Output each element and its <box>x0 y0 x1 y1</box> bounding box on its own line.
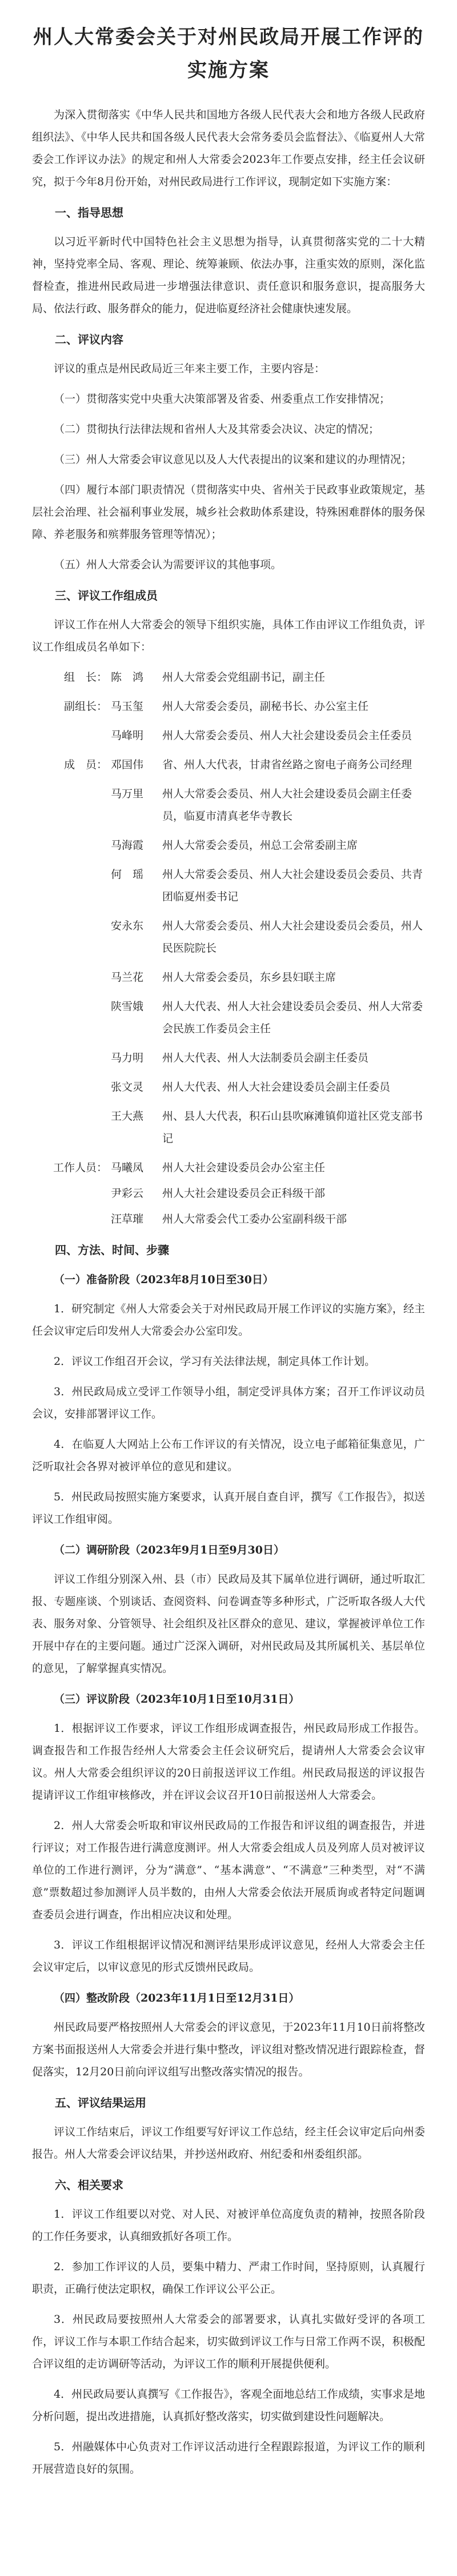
evaluation-stage-item: 2．州人大常委会听取和审议州民政局的工作报告和评议组的调查报告，并进行评议；对工作报告进行满意度测评。州人大常委会组成人员及列席人员对被评议单位的工作进行测评，分为“满意”、“基本满意”、“不满意”三种类型，对“不满意”票数超过参加测评人员半数的，由州人大常委会依法开展质询或者特定问题调查委员会进行调查，作出相应决议和处理。 <box>32 1819 425 1921</box>
evaluation-content-lead: 评议的重点是州民政局近三年来主要工作，主要内容是： <box>54 362 326 375</box>
staff-row <box>32 1157 425 1179</box>
evaluation-item: （三）州人大常委会审议意见以及人大代表提出的议案和建议的办理情况； <box>54 453 412 466</box>
group-members-lead: 评议工作在州人大常委会的领导下组织实施，具体工作由评议工作组负责，评议工作组成员名单如下： <box>32 618 425 653</box>
preparation-item: 3．州民政局成立受评工作领导小组，制定受评具体方案；召开工作评议动员会议，安排部署评议工作。 <box>32 1385 425 1420</box>
member-role: 成 员： <box>63 758 107 771</box>
member-name: 马力明 <box>111 1052 144 1064</box>
section-heading-evaluation-content: 二、评议内容 <box>55 333 123 346</box>
staff-name: 尹彩云 <box>111 1187 144 1200</box>
member-row <box>32 1076 425 1099</box>
member-row <box>32 725 425 747</box>
member-role: 组 长： <box>63 671 107 684</box>
section-heading-group-members: 三、评议工作组成员 <box>55 589 158 602</box>
staff-name: 马曦凤 <box>111 1161 144 1174</box>
member-title: 州人大常委会委员、州人大社会建设委员会主任委员 <box>162 729 412 742</box>
member-row <box>32 834 425 857</box>
member-row <box>32 666 425 689</box>
member-row <box>32 864 425 908</box>
member-list <box>32 666 425 1231</box>
member-title: 州人大常委会委员、州人大社会建设委员会委员，州人民医院院长 <box>162 920 423 954</box>
preparation-item: 1．研究制定《州人大常委会关于对州民政局开展工作评议的实施方案》，经主任会议审定后印发州人大常委会办公室印发。 <box>32 1303 425 1337</box>
intro-paragraph: 为深入贯彻落实《中华人民共和国地方各级人民代表大会和地方各级人民政府组织法》、《中华人民共和国各级人民代表大会常务委员会监督法》、《临夏州人大常委会工作评议办法》的规定和州人大常委会2023年工作要点安排，经主任会议研究，拟于今年8月份开始，对州民政局进行工作评议，现制定如下实施方案： <box>32 109 425 188</box>
member-row <box>32 696 425 718</box>
member-role <box>32 915 107 960</box>
member-title: 州人大代表、州人大社会建设委员会委员、州人大常委会民族工作委员会主任 <box>162 1000 423 1035</box>
member-name: 马海霞 <box>111 839 144 852</box>
staff-title: 州人大社会建设委员会正科级干部 <box>162 1187 326 1200</box>
member-title: 州人大常委会委员，副秘书长、办公室主任 <box>162 700 369 713</box>
requirement-item: 2．参加工作评议的人员，要集中精力、严肃工作时间，坚持原则，认真履行职责，正确行使法定职权，确保工作评议公平公正。 <box>32 2261 425 2295</box>
guiding-ideology-paragraph: 以习近平新时代中国特色社会主义思想为指导，认真贯彻落实党的二十大精神，坚持党率全局、客观、理论、统筹兼顾、依法办事，注重实效的原则，深化监督检查，推进州民政局进一步增强法律意识、责任意识和服务意识，提高服务大局、依法行政、服务群众的能力，促进临夏经济社会健康快速发展。 <box>32 235 425 315</box>
member-role <box>32 1076 107 1099</box>
staff-row <box>32 1183 425 1205</box>
evaluation-item: （一）贯彻落实党中央重大决策部署及省委、州委重点工作安排情况； <box>54 393 391 405</box>
staff-role <box>32 1183 107 1205</box>
requirement-item: 4．州民政局要认真撰写《工作报告》，客观全面地总结工作成绩，实事求是地分析问题，提出改进措施，认真抓好整改落实，切实做到建设性问题解决。 <box>32 2388 425 2423</box>
member-name: 邓国伟 <box>111 758 144 771</box>
member-name: 马玉玺 <box>111 700 144 713</box>
member-row <box>32 967 425 989</box>
staff-name: 汪草璀 <box>111 1213 144 1225</box>
stage-heading-rectification: （四）整改阶段（2023年11月1日至12月31日） <box>54 1992 300 2004</box>
staff-row <box>32 1208 425 1231</box>
requirement-item: 5．州融媒体中心负责对工作评议活动进行全程跟踪报道，为评议工作的顺利开展营造良好的氛围。 <box>32 2441 425 2475</box>
evaluation-item: （二）贯彻执行法律法规和省州人大及其常委会决议、决定的情况； <box>54 423 380 436</box>
requirement-item: 1．评议工作组要以对党、对人民、对被评单位高度负责的精神，按照各阶段的工作任务要求，认真细致抓好各项工作。 <box>32 2208 425 2243</box>
staff-role: 工作人员： <box>53 1161 107 1174</box>
member-name: 王大燕 <box>111 1110 144 1123</box>
member-row <box>32 996 425 1040</box>
document-title: 州人大常委会关于对州民政局开展工作评的实施方案 <box>33 26 424 82</box>
member-title: 州人大代表、州人大社会建设委员会副主任委员 <box>162 1081 391 1093</box>
member-name: 何 瑶 <box>111 868 144 881</box>
member-row <box>32 783 425 828</box>
evaluation-item: （四）履行本部门职责情况（贯彻落实中央、省州关于民政事业政策规定，基层社会治理、社会福利事业发展，城乡社会救助体系建设，特殊困难群体的服务保障、养老服务和殡葬服务管理等情况）； <box>32 484 425 541</box>
section-heading-method-schedule: 四、方法、时间、步骤 <box>55 1243 169 1257</box>
member-row <box>32 1047 425 1069</box>
staff-role <box>32 1208 107 1231</box>
evaluation-stage-item: 3．评议工作组根据评议情况和测评结果形成评议意见，经州人大常委会主任会议审定后，以审议意见的形式反馈州民政局。 <box>32 1939 425 1974</box>
member-role: 副组长： <box>63 700 107 713</box>
staff-title: 州人大常委会代工委办公室副科级干部 <box>162 1213 347 1225</box>
staff-title: 州人大社会建设委员会办公室主任 <box>162 1161 326 1174</box>
member-row <box>32 754 425 776</box>
stage-heading-research: （二）调研阶段（2023年9月1日至9月30日） <box>54 1544 284 1556</box>
member-role <box>32 834 107 857</box>
result-use-paragraph: 评议工作结束后，评议工作组要写好评议工作总结，经主任会议审定后向州委报告。州人大常委会评议结果，并抄送州政府、州纪委和州委组织部。 <box>32 2126 425 2160</box>
member-title: 省、州人大代表，甘肃省丝路之窗电子商务公司经理 <box>162 758 412 771</box>
evaluation-stage-item: 1．根据评议工作要求，评议工作组形成调查报告，州民政局形成工作报告。调查报告和工作报告经州人大常委会主任会议研究后，提请州人大常委会会议审议。州人大常委会组织评议的20日前报送评议工作组。州民政局报送的评议报告提请评议工作组审核修改，并在评议会议召开10日前报送州人大常委会。 <box>32 1722 425 1802</box>
member-title: 州人大代表、州人大法制委员会副主任委员 <box>162 1052 369 1064</box>
member-name: 马万里 <box>111 788 144 800</box>
member-title: 州人大常委会委员、州人大社会建设委员会副主任委员，临夏市清真老华寺教长 <box>162 788 412 822</box>
member-row <box>32 915 425 960</box>
member-role <box>32 967 107 989</box>
section-heading-requirements: 六、相关要求 <box>55 2178 123 2192</box>
member-role <box>32 725 107 747</box>
preparation-item: 2．评议工作组召开会议，学习有关法律法规，制定具体工作计划。 <box>54 1355 376 1368</box>
evaluation-item: （五）州人大常委会认为需要评议的其他事项。 <box>54 558 282 571</box>
stage-heading-evaluation: （三）评议阶段（2023年10月1日至10月31日） <box>54 1693 300 1706</box>
preparation-item: 4．在临夏人大网站上公布工作评议的有关情况，设立电子邮箱征集意见，广泛听取社会各界对被评单位的意见和建议。 <box>32 1438 425 1473</box>
member-role <box>32 1105 107 1150</box>
member-title: 州人大常委会委员，东乡县妇联主席 <box>162 971 336 984</box>
member-name: 马峰明 <box>111 729 144 742</box>
member-role <box>32 1047 107 1069</box>
member-name: 安永东 <box>111 920 144 932</box>
member-title: 州人大常委会党组副书记，副主任 <box>162 671 326 684</box>
member-row <box>32 1105 425 1150</box>
member-title: 州、县人大代表，积石山县吹麻滩镇仰道社区党支部书记 <box>162 1110 423 1145</box>
member-name: 陈 鸿 <box>111 671 144 684</box>
member-role <box>32 864 107 908</box>
rectification-paragraph: 州民政局要严格按照州人大常委会的评议意见，于2023年11月10日前将整改方案书面报送州人大常委会并进行集中整改，评议组对整改情况进行跟踪检查，督促落实，12月20日前向评议组写出整改落实情况的报告。 <box>32 2021 425 2078</box>
research-paragraph: 评议工作组分别深入州、县（市）民政局及其下属单位进行调研，通过听取汇报、专题座谈、个别谈话、查阅资料、问卷调查等多种形式，广泛听取各级人大代表、服务对象、分管领导、社会组织及社区群众的意见、建议，掌握被评单位工作开展中存在的主要问题。通过广泛深入调研，对州民政局及其所属机关、基层单位的意见，了解掌握真实情况。 <box>32 1573 425 1675</box>
requirement-item: 3．州民政局要按照州人大常委会的部署要求，认真扎实做好受评的各项工作，评议工作与本职工作结合起来，切实做到评议工作与日常工作两不误，积极配合评议组的走访调研等活动，为评议工作的顺利开展提供便利。 <box>32 2313 425 2370</box>
section-heading-result-use: 五、评议结果运用 <box>55 2096 146 2110</box>
section-heading-guiding-ideology: 一、指导思想 <box>55 206 123 219</box>
member-title: 州人大常委会委员，州总工会常委副主席 <box>162 839 358 852</box>
member-name: 陕雪娥 <box>111 1000 144 1013</box>
member-name: 张文灵 <box>111 1081 144 1093</box>
stage-heading-preparation: （一）准备阶段（2023年8月10日至30日） <box>54 1273 274 1286</box>
preparation-item: 5．州民政局按照实施方案要求，认真开展自查自评，撰写《工作报告》，拟送评议工作组审阅。 <box>32 1491 425 1525</box>
member-title: 州人大常委会委员、州人大社会建设委员会委员、共青团临夏州委书记 <box>162 868 423 903</box>
member-role <box>32 996 107 1040</box>
member-name: 马兰花 <box>111 971 144 984</box>
member-role <box>32 783 107 828</box>
